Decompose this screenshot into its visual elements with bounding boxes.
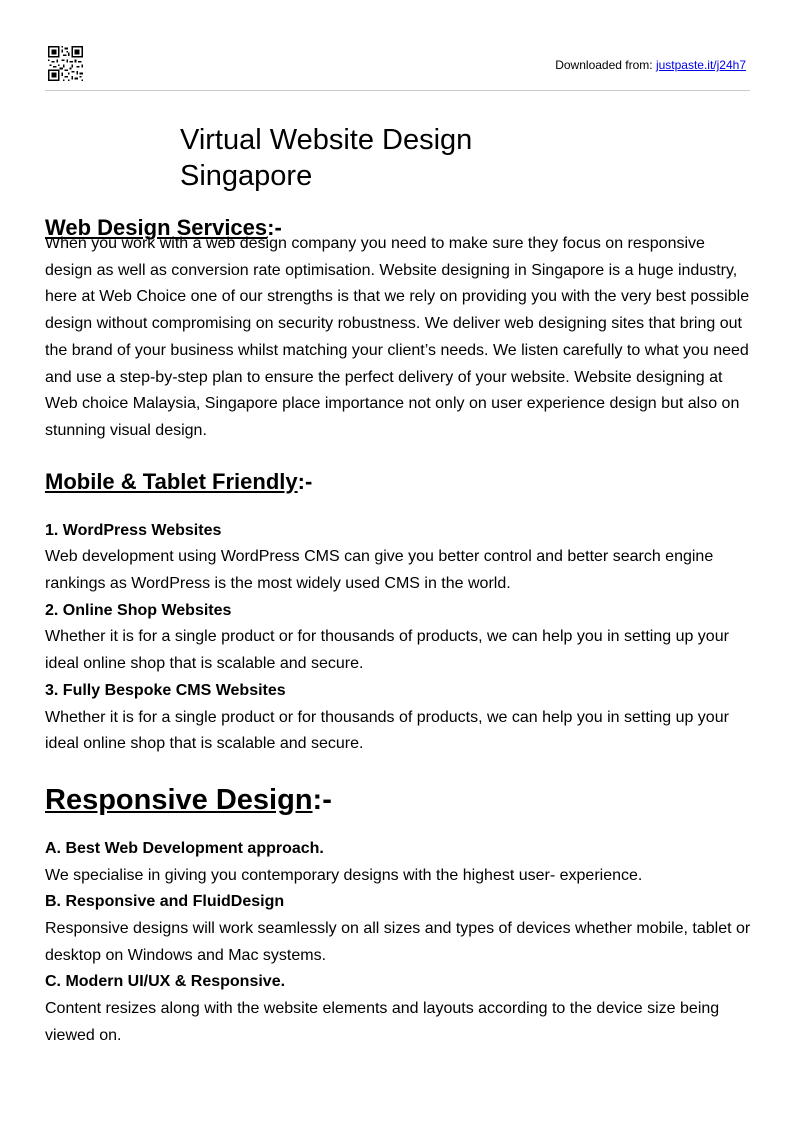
mobile-list	[45, 518, 755, 758]
page-title	[180, 122, 600, 194]
list-item-title: 3. Fully Bespoke CMS Websites	[45, 681, 286, 699]
downloaded-prefix: Downloaded from:	[555, 58, 656, 72]
list-item-text: Whether it is for a single product or for thousands of products, we can help you in setting up your ideal online shop that is scalable and secure.	[45, 628, 729, 673]
download-source	[555, 58, 746, 72]
responsive-list	[45, 836, 755, 1050]
web-design-heading	[45, 215, 755, 240]
list-item-text: Web development using WordPress CMS can give you better control and better search engine rankings as WordPress is the most widely used CMS in the world.	[45, 548, 714, 593]
responsive-heading-text: Responsive Design	[45, 783, 313, 816]
list-item-text: Content resizes along with the website elements and layouts according to the device size being viewed on.	[45, 1000, 720, 1044]
title-line-1: Virtual Website Design	[180, 124, 473, 156]
page-header	[45, 46, 750, 91]
list-item-title: A. Best Web Development approach.	[45, 839, 324, 857]
web-design-paragraph: When you work with a web design company you need to make sure they focus on responsive design as well as conversion rate optimisation. Website designing in Singapore is a huge industry, here at Web Choice one of our strengths is that we rely on providing you with the very best possible design without compromising on security robustness. We deliver web designing sites that bring out the brand of your business whilst matching your client’s needs. We listen carefully to what you need and use a step-by-step plan to ensure the perfect delivery of your website. Website designing at Web choice Malaysia, Singapore place importance not only on user experience design but also on stunning visual design.	[45, 235, 750, 439]
list-item-title: B. Responsive and FluidDesign	[45, 893, 285, 911]
mobile-heading	[45, 467, 755, 497]
mobile-heading-suffix: :-	[297, 468, 313, 494]
document-body	[45, 215, 755, 1050]
responsive-heading-suffix: :-	[312, 783, 332, 816]
list-item-text: Responsive designs will work seamlessly on all sizes and types of devices whether mobile, tablet or desktop on Windows and Mac systems.	[45, 920, 751, 964]
list-item-title: 1. WordPress Websites	[45, 521, 222, 539]
source-link[interactable]: justpaste.it/j24h7	[655, 58, 746, 72]
title-line-2: Singapore	[180, 160, 313, 192]
mobile-heading-text: Mobile & Tablet Friendly	[45, 468, 298, 494]
web-design-heading-suffix: :-	[267, 215, 282, 240]
list-item-title: C. Modern UI/UX & Responsive.	[45, 973, 286, 991]
qr-code-icon	[48, 46, 83, 81]
web-design-heading-text: Web Design Services	[45, 215, 268, 240]
list-item-text: Whether it is for a single product or for thousands of products, we can help you in setting up your ideal online shop that is scalable and secure.	[45, 708, 729, 753]
list-item-text: We specialise in giving you contemporary designs with the highest user- experience.	[45, 866, 643, 884]
responsive-heading	[45, 782, 755, 818]
list-item-title: 2. Online Shop Websites	[45, 601, 232, 619]
